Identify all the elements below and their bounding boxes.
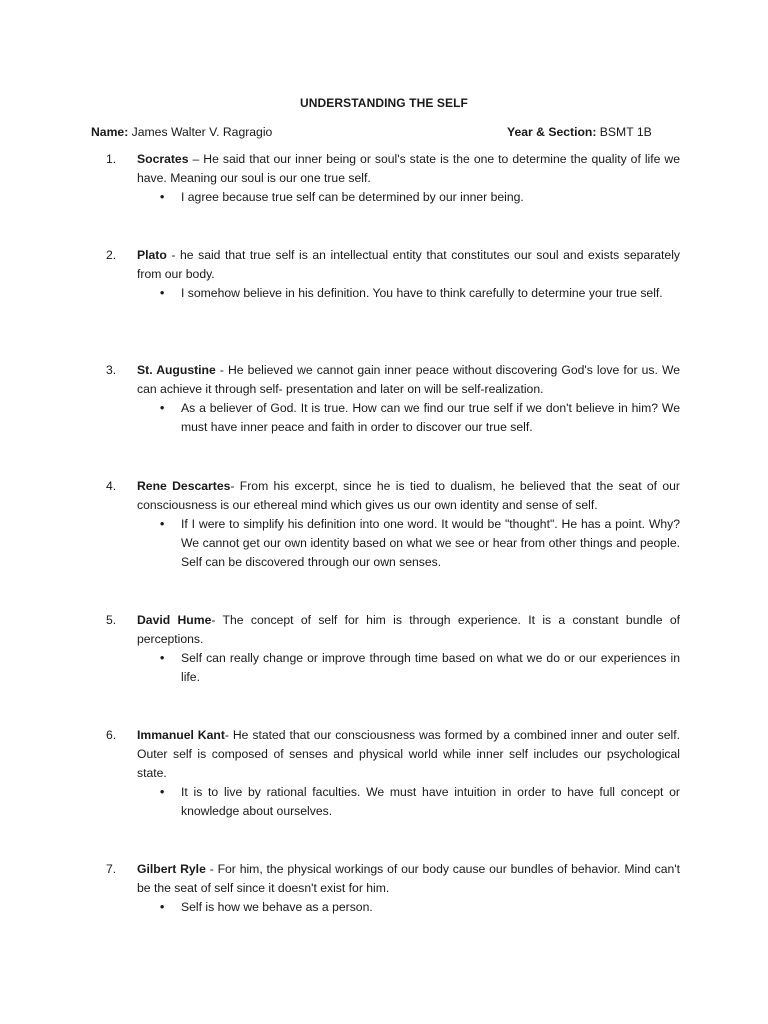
philosopher-item-plato (106, 246, 680, 303)
philosopher-item-immanuel-kant (106, 726, 680, 821)
bullet-text: Self is how we behave as a person. (181, 900, 373, 914)
year-section (507, 123, 652, 142)
item-number: 6. (106, 728, 117, 742)
item-text: - He believed we cannot gain inner peace without discovering God's love for us. We can achieve it through self- presentation and later on will be self-realization. (137, 363, 681, 396)
opinion-bullet (160, 515, 680, 572)
bullet-text: If I were to simplify his definition into one word. It would be "thought". He has a point. Why? We cannot get our own identity based on what we see or hear from other things and people. Self can be discovered through our own senses. (181, 517, 680, 569)
opinion-bullet (160, 783, 680, 821)
bullet-icon: • (160, 286, 165, 300)
bullet-text: As a believer of God. It is true. How can we find our true self if we don't believe in him? We must have inner peace and faith in order to discover our true self. (181, 401, 680, 434)
item-number: 1. (106, 152, 117, 166)
bullet-text: I agree because true self can be determined by our inner being. (181, 190, 524, 204)
bullet-icon: • (160, 190, 165, 204)
item-text: - he said that true self is an intellectual entity that constitutes our soul and exists separately from our body. (137, 248, 680, 281)
item-number: 2. (106, 248, 117, 262)
item-paragraph (137, 246, 680, 284)
opinion-bullet (160, 649, 680, 687)
bullet-icon: • (160, 517, 165, 531)
philosopher-name: David Hume (137, 613, 212, 627)
item-number: 7. (106, 862, 117, 876)
item-text: - The concept of self for him is through experience. It is a constant bundle of perceptions. (137, 613, 681, 646)
section-label: Year & Section: (507, 125, 597, 139)
item-text: - He stated that our consciousness was formed by a combined inner and outer self. Outer self is composed of senses and physical world while inner self includes our psychological state. (137, 728, 680, 780)
philosopher-name: St. Augustine (137, 363, 216, 377)
philosopher-name: Rene Descartes (137, 479, 231, 493)
philosopher-item-socrates (106, 150, 680, 207)
bullet-icon: • (160, 785, 165, 799)
philosopher-name: Immanuel Kant (137, 728, 225, 742)
bullet-text: I somehow believe in his definition. You have to think carefully to determine your true self. (181, 286, 663, 300)
item-paragraph (137, 860, 680, 898)
item-paragraph (137, 726, 680, 783)
item-paragraph (137, 477, 680, 515)
opinion-bullet (160, 188, 680, 207)
item-paragraph (137, 150, 680, 188)
philosopher-name: Plato (137, 248, 167, 262)
bullet-text: It is to live by rational faculties. We must have intuition in order to have full concept or knowledge about ourselves. (181, 785, 680, 818)
item-text: - From his excerpt, since he is tied to dualism, he believed that the seat of our consciousness is our ethereal mind which gives us our own identity and sense of self. (137, 479, 680, 512)
item-paragraph (137, 611, 680, 649)
student-name (91, 123, 272, 142)
item-number: 4. (106, 479, 117, 493)
section-value: BSMT 1B (599, 125, 652, 139)
item-paragraph (137, 361, 680, 399)
bullet-text: Self can really change or improve through time based on what we do or our experiences in life. (181, 651, 680, 684)
bullet-icon: • (160, 651, 165, 665)
name-value: James Walter V. Ragragio (131, 125, 273, 139)
philosopher-name: Socrates (137, 152, 189, 166)
item-text: – He said that our inner being or soul's state is the one to determine the quality of life we have. Meaning our soul is our one true self. (137, 152, 680, 185)
opinion-bullet (160, 399, 680, 437)
opinion-bullet (160, 284, 680, 303)
philosopher-name: Gilbert Ryle (137, 862, 206, 876)
item-text: - For him, the physical workings of our body cause our bundles of behavior. Mind can't be the seat of self since it doesn't exist for him. (137, 862, 681, 895)
bullet-icon: • (160, 900, 165, 914)
philosopher-item-gilbert-ryle (106, 860, 680, 917)
name-label: Name: (91, 125, 129, 139)
philosopher-item-david-hume (106, 611, 680, 687)
philosopher-item-rene-descartes (106, 477, 680, 572)
document-title: UNDERSTANDING THE SELF (300, 96, 468, 110)
philosopher-item-st-augustine (106, 361, 680, 437)
bullet-icon: • (160, 401, 165, 415)
opinion-bullet (160, 898, 680, 917)
item-number: 5. (106, 613, 117, 627)
item-number: 3. (106, 363, 117, 377)
